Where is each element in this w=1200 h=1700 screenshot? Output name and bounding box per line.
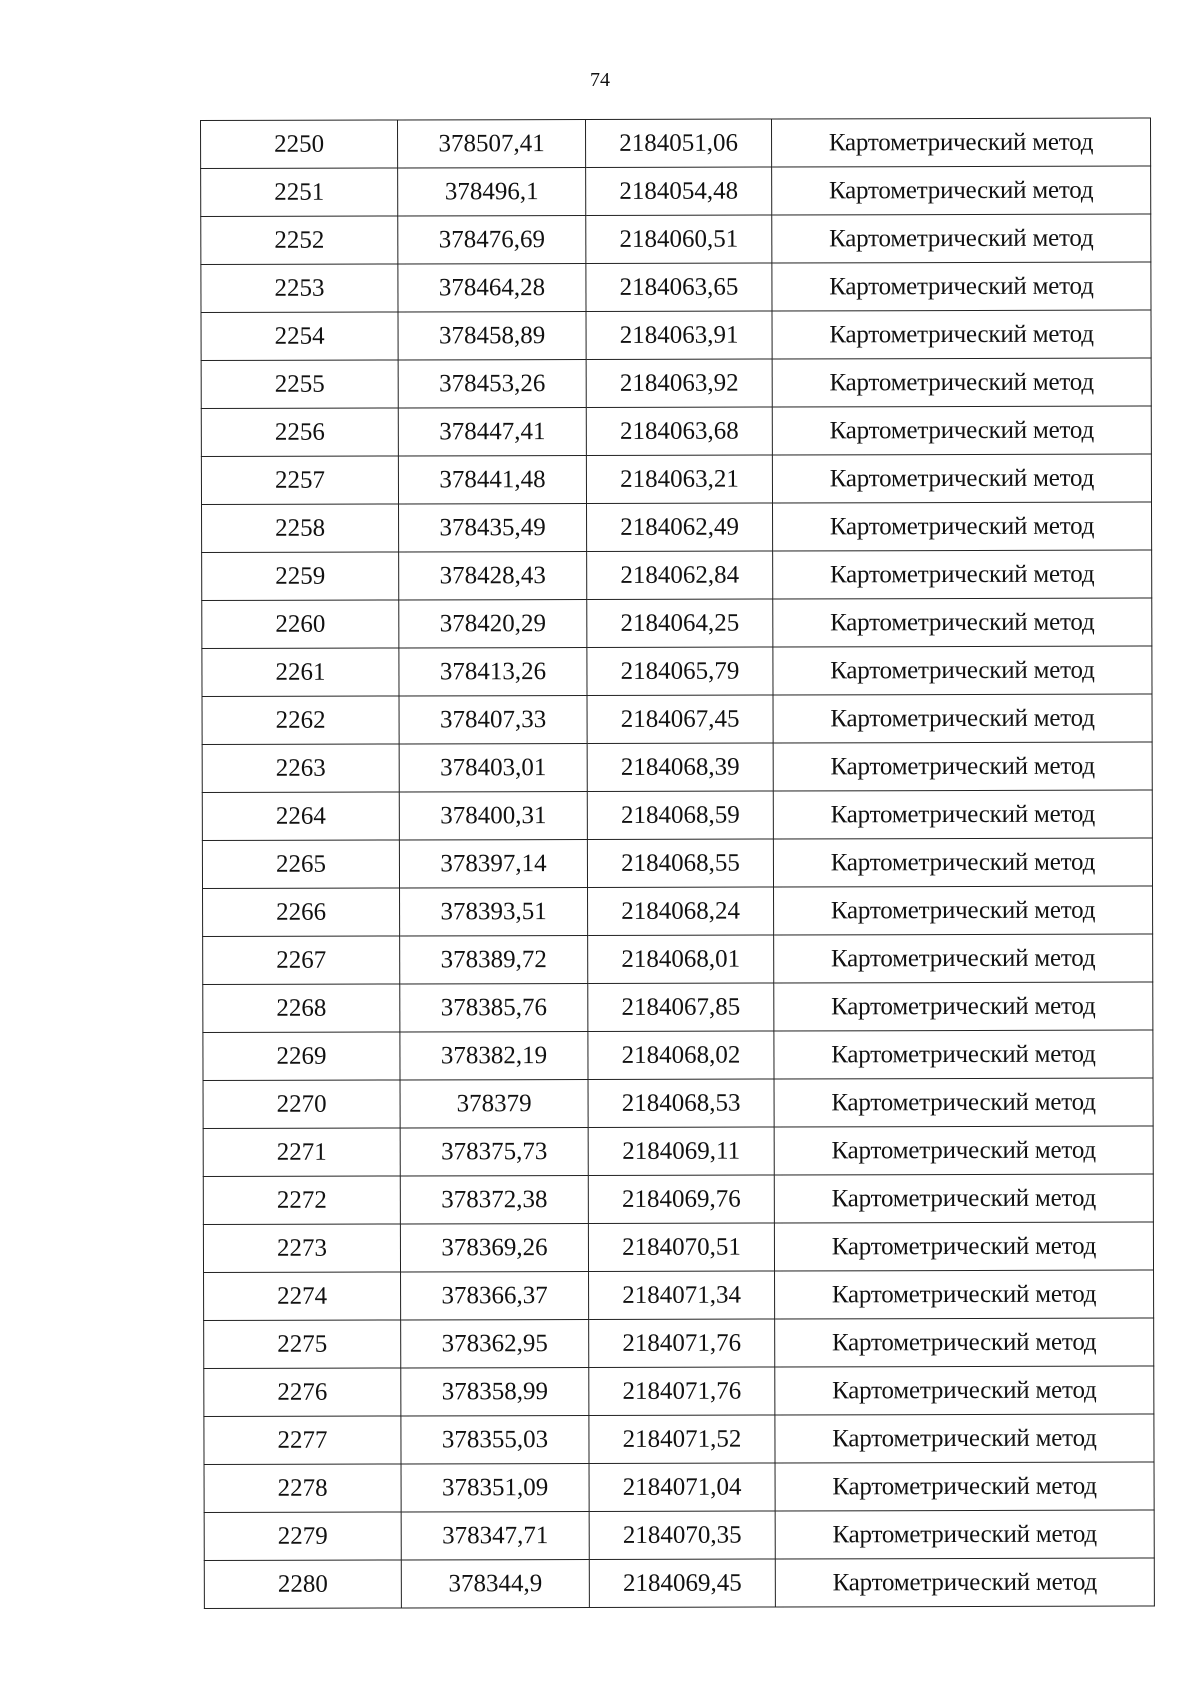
table-row [201,454,1151,504]
y-coordinate-cell: 2184068,53 [588,1079,774,1127]
y-coordinate-cell: 2184063,91 [586,311,772,359]
method-cell: Картометрический метод [775,1414,1154,1463]
x-coordinate-cell: 378366,37 [401,1271,589,1319]
method-cell: Картометрический метод [774,1078,1153,1127]
x-coordinate-cell: 378464,28 [398,263,586,311]
x-coordinate-cell: 378358,99 [401,1367,589,1415]
table-row [203,1174,1153,1224]
table-row [201,310,1151,360]
method-cell: Картометрический метод [775,1318,1154,1367]
point-number-cell: 2252 [201,216,398,265]
x-coordinate-cell: 378347,71 [401,1511,589,1559]
y-coordinate-cell: 2184068,59 [587,791,773,839]
point-number-cell: 2260 [202,600,399,649]
method-cell: Картометрический метод [773,790,1152,839]
method-cell: Картометрический метод [773,694,1152,743]
coordinates-table [200,118,1155,1609]
x-coordinate-cell: 378476,69 [398,215,586,263]
point-number-cell: 2275 [204,1320,401,1369]
x-coordinate-cell: 378372,38 [400,1175,588,1223]
y-coordinate-cell: 2184063,65 [586,263,772,311]
method-cell: Картометрический метод [774,1222,1153,1271]
method-cell: Картометрический метод [774,1030,1153,1079]
x-coordinate-cell: 378403,01 [399,743,587,791]
y-coordinate-cell: 2184070,35 [589,1511,775,1559]
x-coordinate-cell: 378344,9 [401,1559,589,1607]
x-coordinate-cell: 378355,03 [401,1415,589,1463]
point-number-cell: 2277 [204,1416,401,1465]
point-number-cell: 2280 [204,1560,401,1609]
table-row [202,550,1152,600]
table-row [202,694,1152,744]
table-row [202,790,1152,840]
y-coordinate-cell: 2184062,84 [587,551,773,599]
point-number-cell: 2263 [202,744,399,793]
x-coordinate-cell: 378428,43 [399,551,587,599]
y-coordinate-cell: 2184069,11 [588,1127,774,1175]
table-row [204,1414,1154,1464]
point-number-cell: 2250 [201,120,398,169]
table-row [203,886,1153,936]
point-number-cell: 2273 [203,1224,400,1273]
table-row [204,1318,1154,1368]
table-row [203,1126,1153,1176]
point-number-cell: 2266 [203,888,400,937]
x-coordinate-cell: 378351,09 [401,1463,589,1511]
x-coordinate-cell: 378447,41 [398,407,586,455]
point-number-cell: 2253 [201,264,398,313]
method-cell: Картометрический метод [775,1270,1154,1319]
method-cell: Картометрический метод [772,262,1151,311]
page-number: 74 [590,69,610,91]
method-cell: Картометрический метод [774,886,1153,935]
table-row [202,502,1152,552]
table-row [204,1270,1154,1320]
y-coordinate-cell: 2184071,76 [589,1367,775,1415]
table-row [203,1030,1153,1080]
x-coordinate-cell: 378458,89 [398,311,586,359]
y-coordinate-cell: 2184071,04 [589,1463,775,1511]
x-coordinate-cell: 378369,26 [400,1223,588,1271]
method-cell: Картометрический метод [774,934,1153,983]
point-number-cell: 2278 [204,1464,401,1513]
x-coordinate-cell: 378496,1 [398,167,586,215]
method-cell: Картометрический метод [775,1558,1154,1607]
coordinates-table-body [201,118,1155,1608]
method-cell: Картометрический метод [773,598,1152,647]
table-row [202,598,1152,648]
table-row [201,406,1151,456]
y-coordinate-cell: 2184069,76 [588,1175,774,1223]
point-number-cell: 2265 [202,840,399,889]
method-cell: Картометрический метод [775,1510,1154,1559]
point-number-cell: 2272 [203,1176,400,1225]
point-number-cell: 2254 [201,312,398,361]
table-row [203,1222,1153,1272]
x-coordinate-cell: 378382,19 [400,1031,588,1079]
y-coordinate-cell: 2184054,48 [586,167,772,215]
x-coordinate-cell: 378507,41 [398,119,586,167]
y-coordinate-cell: 2184069,45 [589,1559,775,1607]
x-coordinate-cell: 378413,26 [399,647,587,695]
method-cell: Картометрический метод [773,838,1152,887]
x-coordinate-cell: 378441,48 [398,455,586,503]
x-coordinate-cell: 378407,33 [399,695,587,743]
y-coordinate-cell: 2184051,06 [586,119,772,167]
point-number-cell: 2279 [204,1512,401,1561]
y-coordinate-cell: 2184067,85 [588,983,774,1031]
method-cell: Картометрический метод [773,646,1152,695]
table-row [204,1462,1154,1512]
table-row [201,262,1151,312]
point-number-cell: 2256 [201,408,398,457]
x-coordinate-cell: 378453,26 [398,359,586,407]
table-row [203,1078,1153,1128]
point-number-cell: 2267 [203,936,400,985]
point-number-cell: 2264 [202,792,399,841]
table-row [201,214,1151,264]
y-coordinate-cell: 2184068,55 [587,839,773,887]
point-number-cell: 2259 [202,552,399,601]
y-coordinate-cell: 2184071,34 [589,1271,775,1319]
y-coordinate-cell: 2184063,92 [586,359,772,407]
y-coordinate-cell: 2184071,76 [589,1319,775,1367]
method-cell: Картометрический метод [772,406,1151,455]
point-number-cell: 2257 [201,456,398,505]
table-row [202,742,1152,792]
point-number-cell: 2270 [203,1080,400,1129]
y-coordinate-cell: 2184062,49 [587,503,773,551]
y-coordinate-cell: 2184068,02 [588,1031,774,1079]
point-number-cell: 2261 [202,648,399,697]
point-number-cell: 2255 [201,360,398,409]
table-row [204,1366,1154,1416]
method-cell: Картометрический метод [773,742,1152,791]
y-coordinate-cell: 2184063,21 [586,455,772,503]
method-cell: Картометрический метод [774,1126,1153,1175]
y-coordinate-cell: 2184064,25 [587,599,773,647]
method-cell: Картометрический метод [772,166,1151,215]
x-coordinate-cell: 378389,72 [400,935,588,983]
y-coordinate-cell: 2184067,45 [587,695,773,743]
table-row [204,1510,1154,1560]
point-number-cell: 2251 [201,168,398,217]
method-cell: Картометрический метод [773,550,1152,599]
y-coordinate-cell: 2184063,68 [586,407,772,455]
method-cell: Картометрический метод [774,982,1153,1031]
point-number-cell: 2262 [202,696,399,745]
y-coordinate-cell: 2184060,51 [586,215,772,263]
table-row [201,118,1151,168]
method-cell: Картометрический метод [772,214,1151,263]
method-cell: Картометрический метод [773,502,1152,551]
method-cell: Картометрический метод [774,1174,1153,1223]
y-coordinate-cell: 2184071,52 [589,1415,775,1463]
table-row [201,166,1151,216]
point-number-cell: 2276 [204,1368,401,1417]
table-row [202,838,1152,888]
table-row [203,934,1153,984]
method-cell: Картометрический метод [772,454,1151,503]
x-coordinate-cell: 378362,95 [401,1319,589,1367]
x-coordinate-cell: 378400,31 [399,791,587,839]
method-cell: Картометрический метод [775,1462,1154,1511]
x-coordinate-cell: 378385,76 [400,983,588,1031]
table-row [203,982,1153,1032]
y-coordinate-cell: 2184068,24 [588,887,774,935]
x-coordinate-cell: 378393,51 [400,887,588,935]
method-cell: Картометрический метод [771,118,1150,167]
method-cell: Картометрический метод [775,1366,1154,1415]
x-coordinate-cell: 378435,49 [399,503,587,551]
table-row [201,358,1151,408]
method-cell: Картометрический метод [772,310,1151,359]
table-row [202,646,1152,696]
y-coordinate-cell: 2184070,51 [588,1223,774,1271]
x-coordinate-cell: 378375,73 [400,1127,588,1175]
table-row [204,1558,1154,1608]
x-coordinate-cell: 378379 [400,1079,588,1127]
point-number-cell: 2269 [203,1032,400,1081]
y-coordinate-cell: 2184068,01 [588,935,774,983]
x-coordinate-cell: 378420,29 [399,599,587,647]
point-number-cell: 2258 [202,504,399,553]
y-coordinate-cell: 2184065,79 [587,647,773,695]
method-cell: Картометрический метод [772,358,1151,407]
y-coordinate-cell: 2184068,39 [587,743,773,791]
point-number-cell: 2274 [204,1272,401,1321]
point-number-cell: 2271 [203,1128,400,1177]
point-number-cell: 2268 [203,984,400,1033]
x-coordinate-cell: 378397,14 [399,839,587,887]
